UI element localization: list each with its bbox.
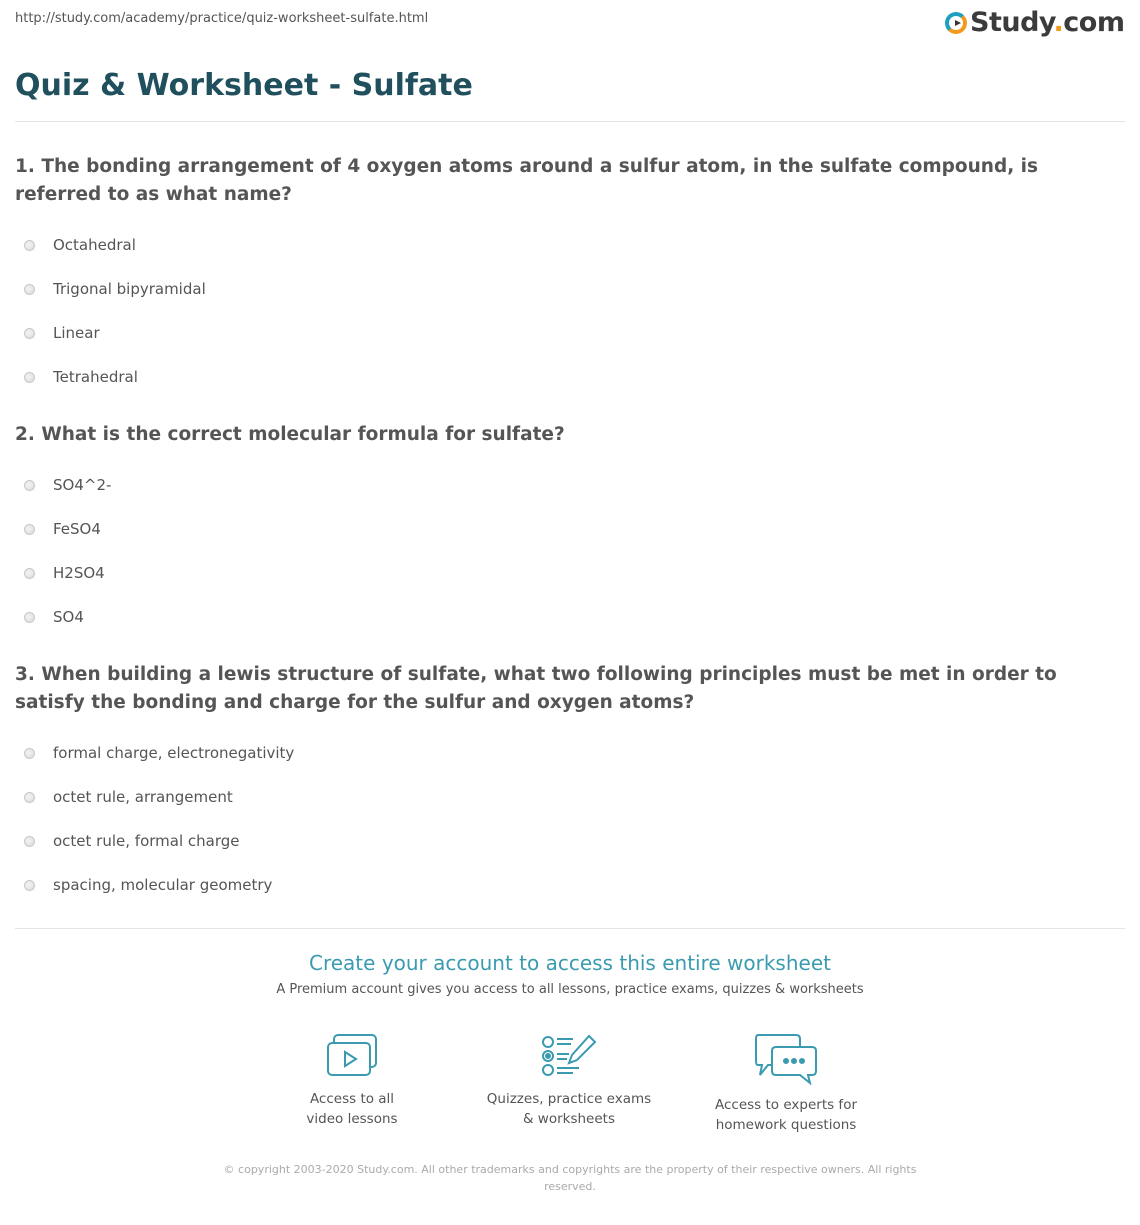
option-label: H2SO4 [53, 564, 105, 582]
radio-button-icon[interactable] [24, 284, 35, 295]
answer-option[interactable] [15, 731, 1125, 775]
radio-button-icon[interactable] [24, 836, 35, 847]
option-label: spacing, molecular geometry [53, 876, 273, 894]
question-2 [15, 421, 1125, 639]
option-label: formal charge, electronegativity [53, 744, 295, 762]
copyright-notice: © copyright 2003-2020 Study.com. All other trademarks and copyrights are the property of their respective owners. All rights reserved. [223, 1163, 917, 1193]
radio-button-icon[interactable] [24, 792, 35, 803]
play-logo-icon [945, 12, 967, 34]
feature-label: Quizzes, practice exams & worksheets [486, 1091, 652, 1127]
answer-option[interactable] [15, 267, 1125, 311]
question-1 [15, 153, 1125, 399]
page-title: Quiz & Worksheet - Sulfate [15, 68, 473, 103]
cta-title[interactable]: Create your account to access this entire worksheet [309, 951, 831, 975]
answer-option[interactable] [15, 355, 1125, 399]
chat-bubbles-icon [686, 1033, 886, 1085]
answer-options [15, 731, 1125, 907]
radio-button-icon[interactable] [24, 524, 35, 535]
option-label: FeSO4 [53, 520, 101, 538]
title-divider [15, 121, 1125, 122]
feature-label: Access to all video lessons [306, 1091, 398, 1127]
study-logo[interactable] [945, 7, 1125, 38]
option-label: Linear [53, 324, 100, 342]
option-label: octet rule, formal charge [53, 832, 240, 850]
answer-option[interactable] [15, 863, 1125, 907]
radio-button-icon[interactable] [24, 568, 35, 579]
radio-button-icon[interactable] [24, 328, 35, 339]
question-text: 3. When building a lewis structure of sulfate, what two following principles must be met in order to satisfy the bonding and charge for the sulfur and oxygen atoms? [15, 664, 1057, 713]
page-url: http://study.com/academy/practice/quiz-worksheet-sulfate.html [15, 11, 429, 26]
option-label: Trigonal bipyramidal [53, 280, 206, 298]
question-3 [15, 661, 1125, 907]
feature-video-lessons [252, 1033, 452, 1129]
answer-option[interactable] [15, 775, 1125, 819]
answer-options [15, 463, 1125, 639]
option-label: SO4 [53, 608, 84, 626]
answer-option[interactable] [15, 223, 1125, 267]
option-label: octet rule, arrangement [53, 788, 233, 806]
answer-option[interactable] [15, 595, 1125, 639]
radio-button-icon[interactable] [24, 748, 35, 759]
answer-option[interactable] [15, 551, 1125, 595]
cta-subtitle: A Premium account gives you access to all lessons, practice exams, quizzes & worksheets [276, 982, 864, 997]
radio-button-icon[interactable] [24, 240, 35, 251]
answer-option[interactable] [15, 463, 1125, 507]
answer-option[interactable] [15, 311, 1125, 355]
video-lessons-icon [252, 1033, 452, 1079]
feature-experts [686, 1033, 886, 1135]
logo-text: Study.com [970, 7, 1125, 38]
answer-options [15, 223, 1125, 399]
answer-option[interactable] [15, 819, 1125, 863]
radio-button-icon[interactable] [24, 372, 35, 383]
radio-button-icon[interactable] [24, 880, 35, 891]
feature-quizzes [469, 1033, 669, 1129]
quiz-checklist-icon [469, 1033, 669, 1079]
answer-option[interactable] [15, 507, 1125, 551]
radio-button-icon[interactable] [24, 612, 35, 623]
question-text: 1. The bonding arrangement of 4 oxygen atoms around a sulfur atom, in the sulfate compound, is referred to as what name? [15, 156, 1039, 205]
question-text: 2. What is the correct molecular formula for sulfate? [15, 424, 565, 445]
radio-button-icon[interactable] [24, 480, 35, 491]
cta-divider [15, 928, 1125, 929]
feature-label: Access to experts for homework questions [714, 1097, 857, 1133]
option-label: Octahedral [53, 236, 136, 254]
option-label: Tetrahedral [53, 368, 138, 386]
option-label: SO4^2- [53, 476, 112, 494]
